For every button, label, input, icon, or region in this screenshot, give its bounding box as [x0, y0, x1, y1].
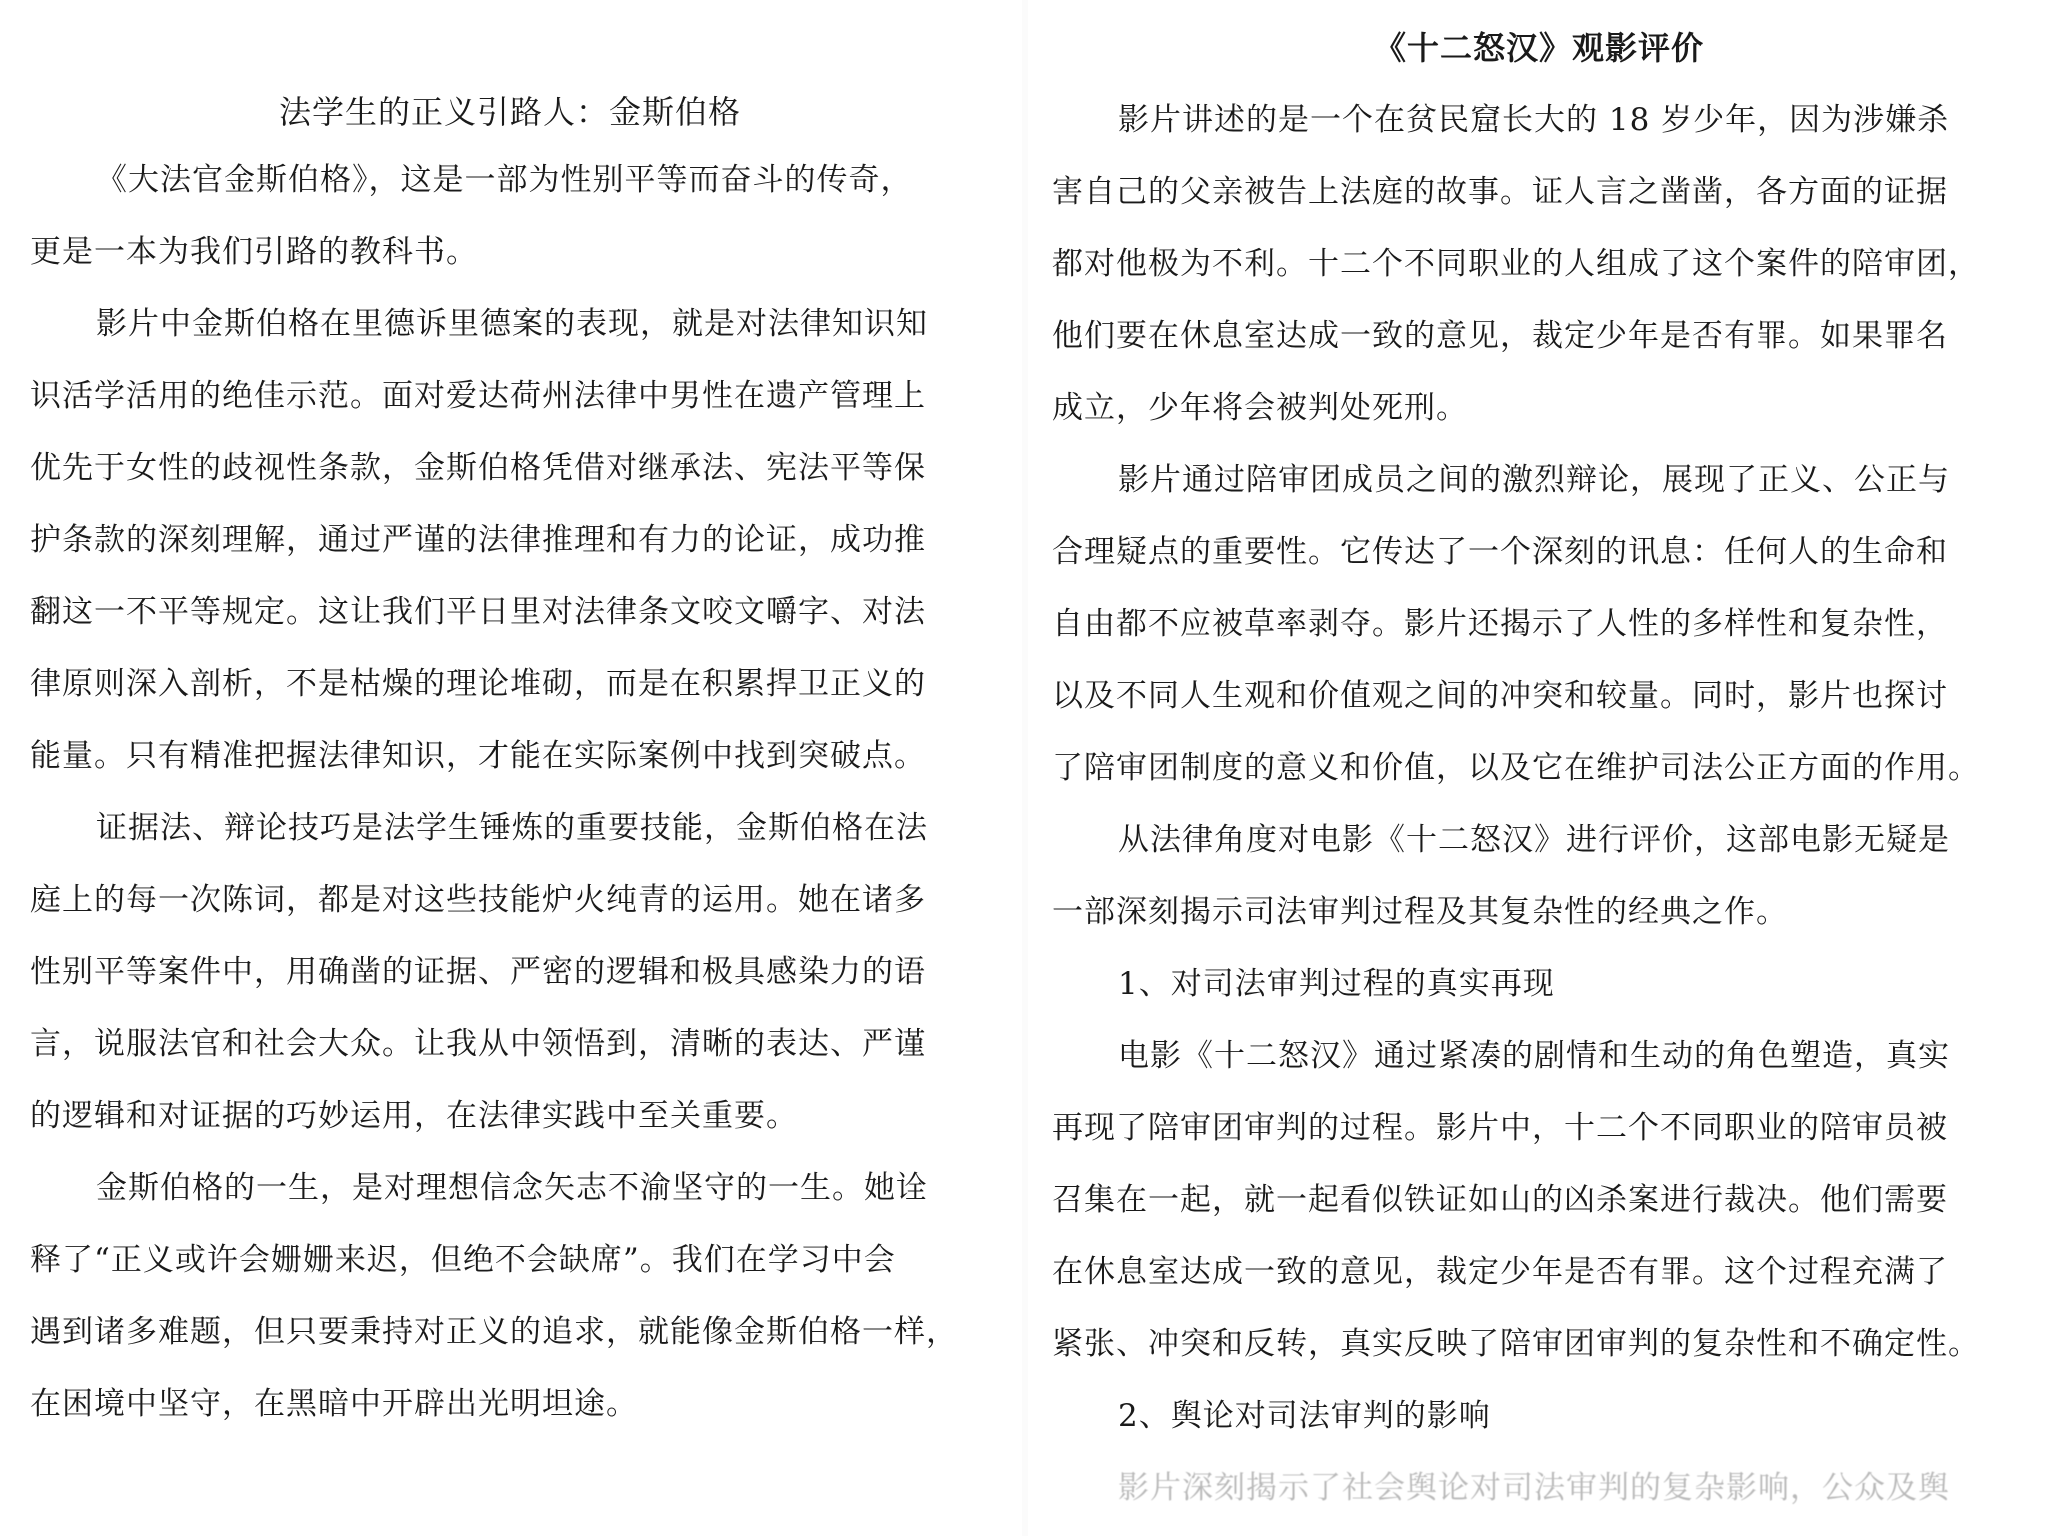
- right-text-line: 紧张、冲突和反转，真实反映了陪审团审判的复杂性和不确定性。: [1052, 1326, 1980, 1362]
- left-text-line: 《大法官金斯伯格》，这是一部为性别平等而奋斗的传奇，: [96, 162, 913, 198]
- right-text-line-cutoff: 影片深刻揭示了社会舆论对司法审判的复杂影响，公众及舆: [1118, 1470, 1950, 1506]
- left-document-page: [0, 0, 1020, 1536]
- page-divider: [1022, 0, 1028, 1536]
- right-document-body: [1052, 84, 2044, 1524]
- left-text-line: 性别平等案件中，用确凿的证据、严密的逻辑和极具感染力的语: [30, 954, 926, 990]
- left-text-line: 律原则深入剖析，不是枯燥的理论堆砌，而是在积累捍卫正义的: [30, 666, 926, 702]
- right-text-line: 害自己的父亲被告上法庭的故事。证人言之凿凿，各方面的证据: [1052, 174, 1948, 210]
- left-text-line: 释了“正义或许会姗姗来迟，但绝不会缺席”。我们在学习中会: [30, 1242, 896, 1278]
- left-text-line: 庭上的每一次陈词，都是对这些技能炉火纯青的运用。她在诸多: [30, 882, 926, 918]
- right-text-line: 从法律角度对电影《十二怒汉》进行评价，这部电影无疑是: [1118, 822, 1950, 858]
- right-text-line: 以及不同人生观和价值观之间的冲突和较量。同时，影片也探讨: [1052, 678, 1948, 714]
- right-document-page: [1030, 0, 2048, 1536]
- right-text-line: 再现了陪审团审判的过程。影片中，十二个不同职业的陪审员被: [1052, 1110, 1948, 1146]
- right-text-line: 一部深刻揭示司法审判过程及其复杂性的经典之作。: [1052, 894, 1788, 930]
- right-section-heading: 2、舆论对司法审判的影响: [1118, 1398, 1491, 1434]
- right-document-title: 《十二怒汉》观影评价: [1373, 29, 1704, 67]
- left-text-line: 证据法、辩论技巧是法学生锤炼的重要技能，金斯伯格在法: [96, 810, 928, 846]
- left-text-line: 更是一本为我们引路的教科书。: [30, 234, 478, 270]
- left-document-body: [30, 144, 1000, 1440]
- right-text-line: 都对他极为不利。十二个不同职业的人组成了这个案件的陪审团，: [1052, 246, 1980, 282]
- right-text-line: 合理疑点的重要性。它传达了一个深刻的讯息：任何人的生命和: [1052, 534, 1948, 570]
- right-text-line: 电影《十二怒汉》通过紧凑的剧情和生动的角色塑造，真实: [1118, 1038, 1950, 1074]
- right-text-line: 影片讲述的是一个在贫民窟长大的 18 岁少年，因为涉嫌杀: [1118, 102, 1950, 138]
- right-text-line: 自由都不应被草率剥夺。影片还揭示了人性的多样性和复杂性，: [1052, 606, 1948, 642]
- left-text-line: 影片中金斯伯格在里德诉里德案的表现，就是对法律知识知: [96, 306, 928, 342]
- left-text-line: 在困境中坚守，在黑暗中开辟出光明坦途。: [30, 1386, 638, 1422]
- left-document-title: 法学生的正义引路人：金斯伯格: [278, 93, 741, 131]
- left-text-line: 优先于女性的歧视性条款，金斯伯格凭借对继承法、宪法平等保: [30, 450, 926, 486]
- left-text-line: 遇到诸多难题，但只要秉持对正义的追求，就能像金斯伯格一样，: [30, 1314, 958, 1350]
- right-text-line: 他们要在休息室达成一致的意见，裁定少年是否有罪。如果罪名: [1052, 318, 1948, 354]
- left-text-line: 护条款的深刻理解，通过严谨的法律推理和有力的论证，成功推: [30, 522, 926, 558]
- right-text-line: 影片通过陪审团成员之间的激烈辩论，展现了正义、公正与: [1118, 462, 1950, 498]
- left-text-line: 金斯伯格的一生，是对理想信念矢志不渝坚守的一生。她诠: [96, 1170, 928, 1206]
- right-text-line: 了陪审团制度的意义和价值，以及它在维护司法公正方面的作用。: [1052, 750, 1980, 786]
- left-text-line: 能量。只有精准把握法律知识，才能在实际案例中找到突破点。: [30, 738, 926, 774]
- right-text-line: 成立，少年将会被判处死刑。: [1052, 390, 1468, 426]
- left-text-line: 的逻辑和对证据的巧妙运用，在法律实践中至关重要。: [30, 1098, 798, 1134]
- left-text-line: 翻这一不平等规定。这让我们平日里对法律条文咬文嚼字、对法: [30, 594, 926, 630]
- left-text-line: 识活学活用的绝佳示范。面对爱达荷州法律中男性在遗产管理上: [30, 378, 926, 414]
- left-text-line: 言，说服法官和社会大众。让我从中领悟到，清晰的表达、严谨: [30, 1026, 926, 1062]
- right-section-heading: 1、对司法审判过程的真实再现: [1118, 966, 1555, 1002]
- right-text-line: 召集在一起，就一起看似铁证如山的凶杀案进行裁决。他们需要: [1052, 1182, 1948, 1218]
- right-text-line: 在休息室达成一致的意见，裁定少年是否有罪。这个过程充满了: [1052, 1254, 1948, 1290]
